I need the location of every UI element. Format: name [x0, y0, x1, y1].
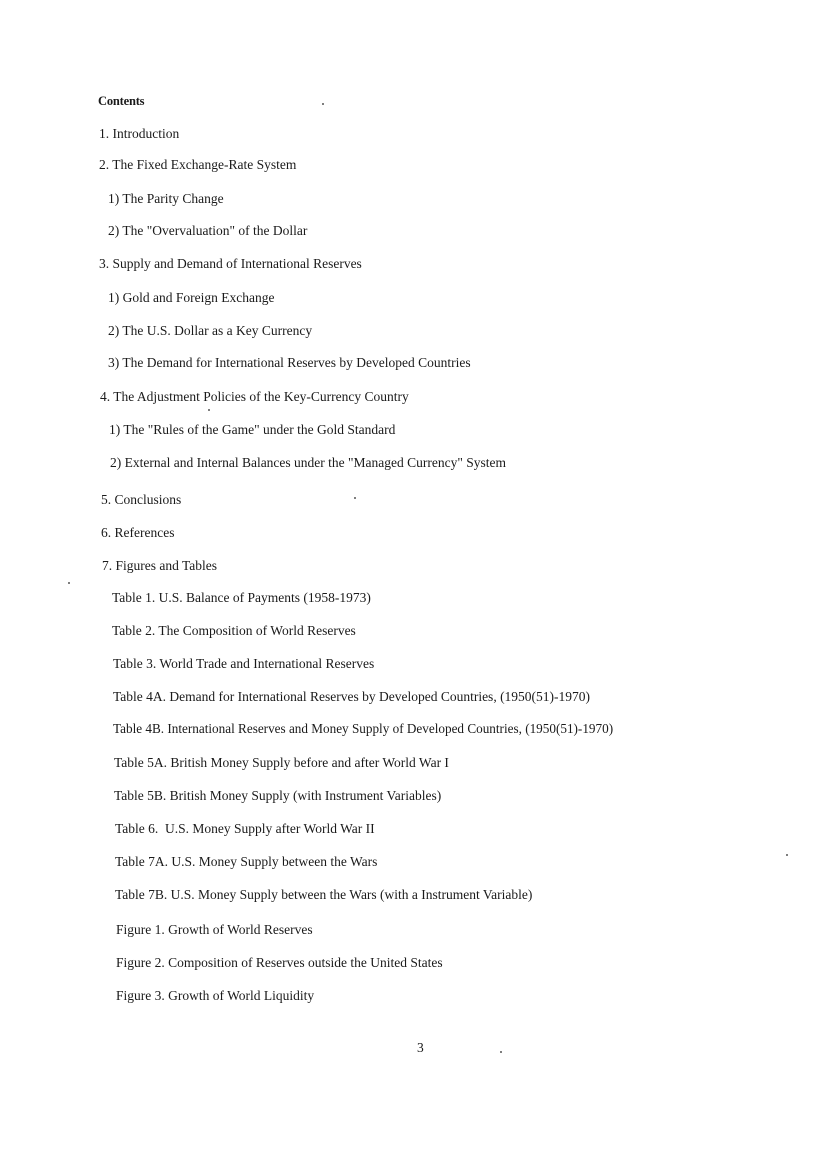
toc-entry-rules-of-game: 1) The "Rules of the Game" under the Gold Standard [109, 422, 396, 437]
toc-entry-parity-change: 1) The Parity Change [108, 191, 224, 206]
toc-entry-table-5a: Table 5A. British Money Supply before and after World War I [114, 755, 449, 770]
toc-entry-table-6: Table 6. U.S. Money Supply after World War II [115, 821, 375, 836]
toc-entry-table-7a: Table 7A. U.S. Money Supply between the Wars [115, 854, 378, 869]
toc-entry-table-3: Table 3. World Trade and International Reserves [113, 656, 375, 671]
toc-entry-external-internal: 2) External and Internal Balances under the "Managed Currency" System [110, 455, 507, 470]
toc-entry-adjustment-policies: 4. The Adjustment Policies of the Key-Currency Country [100, 389, 409, 404]
toc-entry-figures-tables: 7. Figures and Tables [102, 558, 218, 573]
toc-entry-fixed-exchange-rate: 2. The Fixed Exchange-Rate System [99, 157, 297, 172]
page-number: 3 [417, 1040, 424, 1055]
scan-speck [322, 103, 324, 105]
scan-speck [68, 582, 70, 584]
toc-entry-demand-reserves: 3) The Demand for International Reserves by Developed Countries [108, 355, 471, 370]
toc-entry-key-currency: 2) The U.S. Dollar as a Key Currency [108, 323, 313, 338]
toc-entry-table-2: Table 2. The Composition of World Reserves [112, 623, 356, 638]
contents-heading: Contents [98, 94, 145, 108]
toc-entry-supply-demand: 3. Supply and Demand of International Reserves [99, 256, 362, 271]
toc-entry-figure-2: Figure 2. Composition of Reserves outside the United States [116, 955, 443, 970]
scan-speck [786, 854, 788, 856]
toc-entry-conclusions: 5. Conclusions [101, 492, 182, 507]
toc-entry-figure-3: Figure 3. Growth of World Liquidity [116, 988, 315, 1003]
toc-entry-figure-1: Figure 1. Growth of World Reserves [116, 922, 313, 937]
toc-entry-table-5b: Table 5B. British Money Supply (with Instrument Variables) [114, 788, 442, 803]
toc-entry-table-4b: Table 4B. International Reserves and Money Supply of Developed Countries, (1950(51)-1970) [113, 721, 614, 736]
toc-entry-table-7b: Table 7B. U.S. Money Supply between the Wars (with a Instrument Variable) [115, 887, 533, 902]
toc-entry-overvaluation: 2) The "Overvaluation" of the Dollar [108, 223, 308, 238]
toc-entry-table-1: Table 1. U.S. Balance of Payments (1958-1973) [112, 590, 371, 605]
toc-entry-references: 6. References [101, 525, 175, 540]
toc-entry-gold-foreign-exchange: 1) Gold and Foreign Exchange [108, 290, 275, 305]
scan-speck [208, 409, 210, 411]
toc-entry-introduction: 1. Introduction [99, 126, 180, 141]
scan-speck [500, 1051, 502, 1053]
toc-entry-table-4a: Table 4A. Demand for International Reserves by Developed Countries, (1950(51)-1970) [113, 689, 591, 704]
scan-speck [354, 497, 356, 499]
